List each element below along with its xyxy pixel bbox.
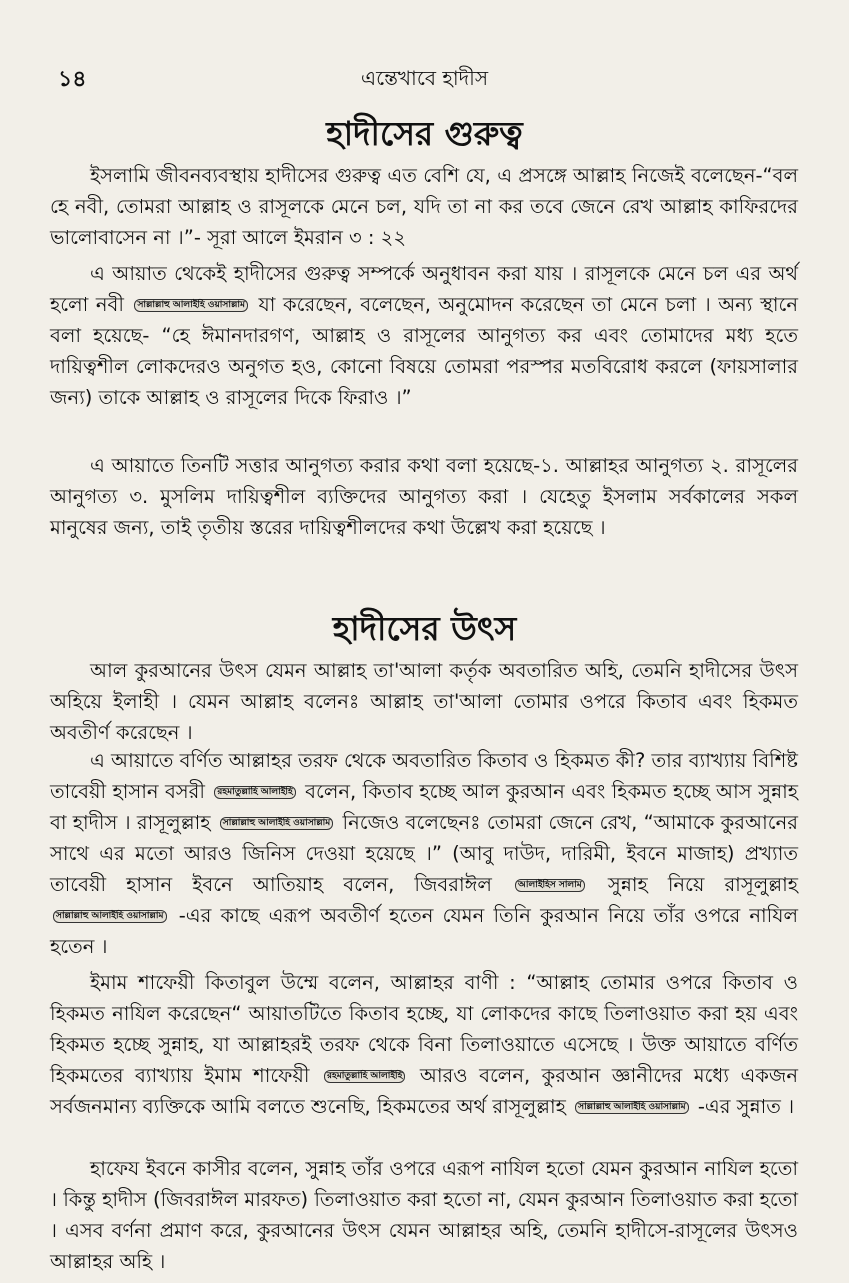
paragraph-text: সুন্নাহ নিয়ে রাসূলুল্লাহ (607, 873, 799, 896)
salla-honorific-seal: সাল্লাল্লাহু আলাইহি ওয়াসাল্লাম (53, 910, 167, 923)
paragraph (50, 258, 798, 413)
paragraph-text: আল কুরআনের উৎস যেমন আল্লাহ তা'আলা কর্তৃক অবতারিত অহি, তেমনি হাদীসের উৎস অহিয়ে ইলাহী । যেমন আল্লাহ বলেনঃ আল্লাহ তা'আলা তোমার ওপরে কিতাব এবং হিকমত অবতীর্ণ করেছেন । (50, 659, 798, 744)
paragraph-text: যা করেছেন, বলেছেন, অনুমোদন করেছেন তা মেনে চলা । অন্য স্থানে বলা হয়েছে- “হে ঈমানদারগণ, আল্লাহ ও রাসূলের আনুগত্য কর এবং তোমাদের মধ্য হতে দায়িত্বশীল লোকদেরও অনুগত হও, কোনো বিষয়ে তোমরা পরস্পর মতবিরোধ করলে (ফায়সালার জন্য) তাকে আল্লাহ ও রাসূলের দিকে ফিরাও ।” (50, 293, 799, 409)
paragraph (50, 967, 798, 1122)
book-title: এন্তেখাবে হাদীস (360, 66, 489, 90)
paragraph (50, 655, 798, 748)
rahmatullah-honorific: রহমাতুল্লাহি আলাইহি (214, 786, 295, 799)
rahmatullah-honorific: রহমাতুল্লাহি আলাইহি (324, 1070, 405, 1083)
section-heading-importance: হাদীসের গুরুত্ব (326, 114, 523, 153)
section-heading-source: হাদীসের উৎস (332, 609, 517, 648)
paragraph-text: -এর কাছে এরূপ অবতীর্ণ হতেন যেমন তিনি কুরআন নিয়ে তাঁর ওপরে নাযিল হতেন । (50, 904, 799, 958)
running-header (58, 62, 791, 92)
paragraph-text: ইসলামি জীবনব্যবস্থায় হাদীসের গুরুত্ব এত বেশি যে, এ প্রসঙ্গে আল্লাহ নিজেই বলেছেন-“বল হে নবী, তোমরা আল্লাহ ও রাসূলকে মেনে চল, যদি তা না কর তবে জেনে রেখ আল্লাহ কাফিরদের ভালোবাসেন না ।”- সূরা আলে ইমরান ৩ : ২২ (50, 164, 798, 249)
paragraph-text: নিজেও বলেছেনঃ তোমরা জেনে রেখ, “আমাকে কুরআনের সাথে এর মতো আরও জিনিস দেওয়া হয়েছে ।” (আবু দাউদ, দারিমী, ইবনে মাজাহ) প্রখ্যাত তাবেয়ী হাসান ইবনে আতিয়াহ বলেন, জিবরাঈল (50, 811, 798, 896)
paragraph-text: -এর সুন্নাত । (697, 1095, 795, 1118)
paragraph (50, 1153, 798, 1277)
paragraph (50, 160, 798, 253)
paragraph-text: এ আয়াতে তিনটি সত্তার আনুগত্য করার কথা বলা হয়েছে-১. আল্লাহর আনুগত্য ২. রাসূলের আনুগত্য ৩. মুসলিম দায়িত্বশীল ব্যক্তিদের আনুগত্য করা । যেহেতু ইসলাম সর্বকালের সকল মানুষের জন্য, তাই তৃতীয় স্তরের দায়িত্বশীলদের কথা উল্লেখ করা হয়েছে । (50, 454, 798, 539)
page-number: ১৪ (58, 67, 87, 92)
salla-honorific-seal: সাল্লাল্লাহু আলাইহি ওয়াসাল্লাম (575, 1101, 689, 1114)
paragraph-text: এ আয়াত থেকেই হাদীসের গুরুত্ব সম্পর্কে অনুধাবন করা যায় । রাসূলকে মেনে চল এর অর্থ হলো নবী (50, 262, 798, 316)
paragraph-text: হাফেয ইবনে কাসীর বলেন, সুন্নাহ তাঁর ওপরে এরূপ নাযিল হতো যেমন কুরআন নাযিল হতো । কিন্তু হাদীস (জিবরাঈল মারফত) তিলাওয়াত করা হতো না, যেমন কুরআন তিলাওয়াত করা হতো । এসব বর্ণনা প্রমাণ করে, কুরআনের উৎস যেমন আল্লাহর অহি, তেমনি হাদীসে-রাসূলের উৎসও আল্লাহর অহি । (50, 1157, 798, 1273)
paragraph-text: বলেন, কিতাব হচ্ছে আল কুরআন এবং হিকমত হচ্ছে আস সুন্নাহ বা হাদীস । রাসূলুল্লাহ (50, 780, 798, 834)
paragraph-text: ইমাম শাফেয়ী কিতাবুল উম্মে বলেন, আল্লাহর বাণী : “আল্লাহ তোমার ওপরে কিতাব ও হিকমত নাযিল করেছেন“ আয়াতটিতে কিতাব হচ্ছে, যা লোকদের কাছে তিলাওয়াত করা হয় এবং হিকমত হচ্ছে সুন্নাহ, যা আল্লাহরই তরফ থেকে বিনা তিলাওয়াতে এসেছে । উক্ত আয়াতে বর্ণিত হিকমতের ব্যাখ্যায় ইমাম শাফেয়ী (50, 971, 798, 1087)
paragraph (50, 450, 798, 543)
paragraph (50, 745, 798, 962)
alaihis-salam-honorific: আলাইহিস সালাম (515, 879, 585, 892)
salla-honorific-seal: সাল্লাল্লাহু আলাইহি ওয়াসাল্লাম (220, 817, 334, 830)
paragraph-text: আরও বলেন, কুরআন জ্ঞানীদের মধ্যে একজন সর্বজনমান্য ব্যক্তিকে আমি বলতে শুনেছি, হিকমতের অর্থ রাসূলুল্লাহ (50, 1064, 799, 1118)
salla-honorific-seal: সাল্লাল্লাহু আলাইহি ওয়াসাল্লাম (134, 299, 248, 312)
paragraph-text: এ আয়াতে বর্ণিত আল্লাহর তরফ থেকে অবতারিত কিতাব ও হিকমত কী? তার ব্যাখ্যায় বিশিষ্ট তাবেয়ী হাসান বসরী (50, 749, 798, 803)
